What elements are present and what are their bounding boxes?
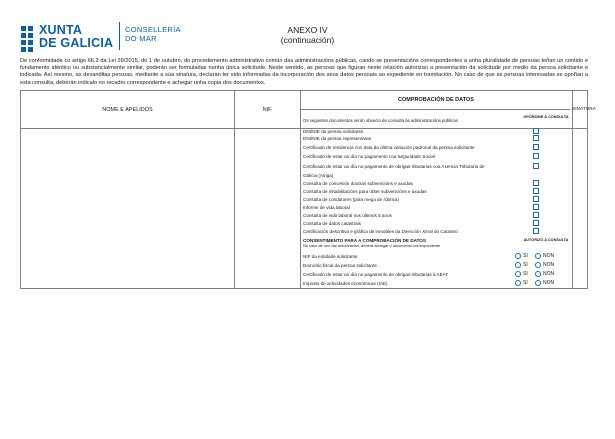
divider-nif-check [300, 91, 301, 288]
consent-yes-radio[interactable] [515, 280, 521, 286]
brand-line2: DE GALICIA [39, 36, 114, 50]
oppose-checkbox[interactable] [533, 128, 539, 134]
consent-yes-label: SI [523, 280, 528, 286]
intro-paragraph: De conformidade co artigo 66.2 da Lei 39/2015, do 1 de outubro, do procedemento administrativo común das administracións públicas, cando se presentacións correspondentes a unha pluralidade de persoas teñan un contido e fundamento idéntico ou substancialmente similar, poderán ser formuladas nunha única solicitude. Neste sentido, as persoas que figuran neste relación autorizan a presentación da solicitude por medio da persoa solicitante e indicada. Así mesmo, as devanditas persoas, mediante a súa sinatura, declaran ter sido informadas da incorporación dos seus datos persoais ao expediente en tramitación. No caso de que as persoas interesadas se opoñan a esta consulta, deberán indicalo no recadro correspondente e achegar unha copia dos documentos. [20, 58, 588, 86]
oppose-checkbox[interactable] [533, 212, 539, 218]
consult-item-label: Certificado de estar ao día no pagamento de obrigas tributarias coa Axencia Tributaria de [303, 164, 485, 169]
consent-item-label: NIF da entidade solicitante [303, 254, 358, 259]
consent-no-radio[interactable] [535, 280, 541, 286]
col-nif-header: NIF [262, 107, 272, 113]
annex-heading [0, 25, 615, 45]
consent-yes-label: SI [523, 271, 528, 277]
divider-check-sign [572, 91, 573, 288]
oppose-checkbox[interactable] [533, 144, 539, 150]
oppose-header: OPÓÑOME Á CONSULTA [523, 115, 569, 119]
divider-name-nif [234, 91, 235, 288]
brand-line1: XUNTA [39, 23, 83, 37]
consult-item-label: Consulta de vida laboral nos últimos 5 anos [303, 213, 392, 218]
consent-item-label: Certificado de estar ao día no pagamento de obrigas tributarias á AEAT [303, 272, 449, 277]
consult-item-label: Certificado de residencia con data da última variación padronal da persoa solicitante [303, 145, 475, 150]
consult-intro: Os seguintes documentos serán obxecto de consulta ás administracións públicas [303, 118, 458, 123]
consult-item-label: DNI/NIE da persoa representante [303, 136, 372, 141]
annex-subtitle: (continuación) [280, 35, 335, 45]
consent-yes-radio[interactable] [515, 253, 521, 259]
consent-no-label: NON [543, 253, 555, 259]
annex-title: ANEXO IV [287, 25, 328, 35]
consult-item-label: Consulta de inhabilitacións para obter subvencións e axudas [303, 189, 427, 194]
consult-item-label: Consulta de concesión doutras subvencións e axudas [303, 181, 413, 186]
consent-header: CONSENTIMENTO PARA A COMPROBACIÓN DE DATOS [303, 238, 426, 243]
oppose-checkbox[interactable] [533, 153, 539, 159]
consent-yes-label: SI [523, 262, 528, 268]
col-check-header: COMPROBACIÓN DE DATOS [398, 97, 474, 103]
oppose-checkbox[interactable] [533, 204, 539, 210]
consult-item-label: Consulta de datos catastrais [303, 221, 361, 226]
consent-no-label: NON [543, 271, 555, 277]
consent-yes-label: SI [523, 253, 528, 259]
consent-item-label: Domicilio fiscal da persoa solicitante [303, 263, 377, 268]
consent-yes-radio[interactable] [515, 271, 521, 277]
consult-item-label: Consulta de condutores (pola mega de rúbrica) [303, 197, 400, 202]
consent-yes-radio[interactable] [515, 262, 521, 268]
consent-sub: No caso de non dar autorización, deberá achegar o documento correspondente [303, 243, 441, 248]
col-name-header: NOME E APELIDOS [102, 107, 153, 113]
consult-item-label: Informe de vida laboral [303, 205, 350, 210]
oppose-checkbox[interactable] [533, 228, 539, 234]
oppose-checkbox[interactable] [533, 196, 539, 202]
consent-no-label: NON [543, 280, 555, 286]
consent-no-radio[interactable] [535, 271, 541, 277]
check-subheader-divider [300, 109, 570, 110]
consent-no-radio[interactable] [535, 262, 541, 268]
consent-no-radio[interactable] [535, 253, 541, 259]
consult-item-label: Galicia (Atriga) [303, 173, 334, 178]
consult-item-label: Certificación descritiva e gráfica de inmobles da Dirección Xeral do Catastro [303, 229, 458, 234]
col-signature-header: SINATURA [572, 107, 596, 112]
oppose-checkbox[interactable] [533, 135, 539, 141]
dept-line2: DO MAR [125, 34, 157, 43]
consent-item-label: Imposto de actividades económicas (IAE) [303, 281, 388, 286]
consent-no-label: NON [543, 262, 555, 268]
oppose-checkbox[interactable] [533, 180, 539, 186]
oppose-checkbox[interactable] [533, 220, 539, 226]
dept-line1: CONSELLERÍA [125, 25, 181, 34]
authorize-header: AUTORIZO A CONSULTA [523, 238, 569, 242]
consult-item-label: DNI/NIE da persoa solicitante [303, 129, 364, 134]
consult-item-label: Certificado de estar ao día no pagamento coa Seguridade Social [303, 154, 435, 159]
oppose-checkbox[interactable] [533, 188, 539, 194]
persons-table [20, 90, 596, 289]
oppose-checkbox[interactable] [533, 163, 539, 169]
